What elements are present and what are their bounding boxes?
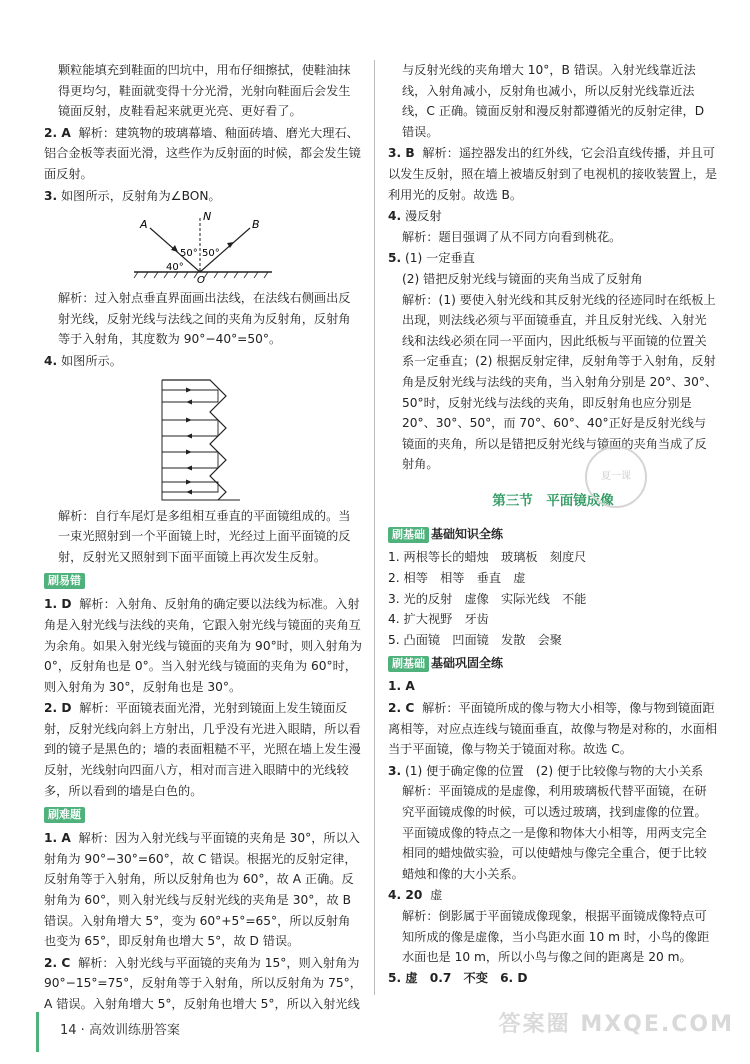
answer-text: 解析：因为入射光线与平面镜的夹角是 30°，所以入射角为 90°−30°=60°，故 C 错误。根据光的反射定律，反射角等于入射角，所以反射角也为 60°，故 A 正确。反射角为 60°，则入射光线与反射光线的夹角是 30°，故 B 错误。入射角增大 5°，变为 60°+5°=65°，所以反射角也变为 65°，即反射角也增大 5°，故 D 错误。 (44, 831, 360, 949)
label-n: N (203, 212, 212, 224)
answer-item (388, 206, 718, 227)
label-o: O (197, 275, 205, 285)
answer-number: 2. A (44, 125, 71, 140)
tag-yicuo: 刷易错 (44, 573, 85, 589)
answer-analysis: 解析：自行车尾灯是多组相互垂直的平面镜组成的。当一束光照射到一个平面镜上时，光经过上面平面镜的反射，反射光又照射到下面平面镜上再次发生反射。 (58, 508, 351, 564)
answer-text: 解析：平面镜表面光滑，光射到镜面上发生镜面反射，反射光线向斜上方射出，几乎没有光进入眼睛，所以看到的镜子是黑色的；墙的表面粗糙不平，光照在墙上发生漫反射，光线射向四面八方，相对而言进入眼睛中的光线较多，所以看到的墙是白色的。 (44, 701, 361, 798)
answer-text: 虚 (430, 888, 443, 903)
answer-item (44, 953, 362, 1015)
answer-text: 漫反射 (405, 209, 442, 224)
list-item: 2. 相等 相等 垂直 虚 (388, 571, 526, 586)
answer-analysis: 解析：(1) 要使入射光线和其反射光线的径迹同时在纸板上出现，则法线必须与平面镜垂直，并且反射光线、入射光线和法线必须在同一平面内，因此纸板与平面镜的位置关系一定垂直；(2) 根据反射定律，反射角等于入射角，反射角是反射光线与法线的夹角，当入射角分别是 20°、30°、50°时，反射光线与法线的夹角，即反射角也应分别是 20°、30°、50°，而 70°、60°、40°正好是反射光线与镜面的夹角，所以是错把反射光线与镜面的夹角当成了反射角。 (402, 292, 718, 472)
answer-item (44, 828, 362, 952)
answer-text: 如图所示，反射角为∠BON。 (61, 188, 221, 203)
answer-number: 2. D (44, 701, 72, 716)
answer-analysis: 解析：题目强调了从不同方向看到桃花。 (402, 229, 622, 244)
answer-number: 1. D (44, 597, 72, 612)
answer-paragraph: 与反射光线的夹角增大 10°，B 错误。入射光线靠近法线，入射角减小，反射角也减小，所以反射光线靠近法线，C 正确。镜面反射和漫反射都遵循光的反射定律，D 错误。 (402, 63, 705, 139)
tag-title: 基础巩固全练 (431, 656, 504, 671)
answer-number: 4. 20 (388, 888, 423, 903)
list-item: 1. A (388, 679, 415, 694)
answer-item (44, 123, 362, 185)
list-item: 4. 扩大视野 牙齿 (388, 612, 489, 627)
answer-number: 3. (44, 188, 58, 203)
tag-nanti: 刷难题 (44, 807, 85, 823)
answer-number: 3. (388, 763, 402, 778)
answer-text: 如图所示。 (61, 353, 122, 368)
column-divider (374, 60, 375, 995)
answer-number: 4. (44, 353, 58, 368)
page-edge-bar (36, 1012, 39, 1052)
answer-number: 4. (388, 209, 402, 224)
list-item: 3. 光的反射 虚像 实际光线 不能 (388, 591, 587, 606)
stamp-seal: 夏一课 (585, 446, 647, 508)
answer-item (44, 594, 362, 697)
tag-row (44, 801, 362, 827)
reflection-diagram (128, 212, 278, 284)
angle-reflected: 50° (202, 248, 220, 260)
answer-text: (1) 便于确定像的位置 (2) 便于比较像与物的大小关系 (405, 763, 704, 778)
right-column (388, 60, 718, 988)
incident-arrow (171, 245, 178, 252)
tag-row (388, 521, 718, 547)
list-item: 1. 两根等长的蜡烛 玻璃板 刻度尺 (388, 550, 587, 565)
list-item: 6. D (500, 970, 528, 985)
answer-number: 1. A (44, 831, 71, 846)
angle-incident: 50° (180, 248, 198, 260)
list-item: 5. 虚 0.7 不变 (388, 970, 501, 985)
answer-text: 解析：入射角、反射角的确定要以法线为标准。入射角是入射光线与法线的夹角，它跟入射光线与镜面的夹角互为余角。如果入射光线与镜面的夹角为 90°时，则入射角为 0°，反射角也是 0°。当入射光线与镜面的夹角为 60°时，则入射角为 30°，反射角也是 30°。 (44, 597, 362, 694)
tag-row (388, 650, 718, 676)
tag-jichu: 刷基础 (388, 527, 429, 543)
left-column (44, 60, 362, 1015)
list-item: 5. 凸面镜 凹面镜 发散 会聚 (388, 632, 562, 647)
answer-paragraph: 颗粒能填充到鞋面的凹坑中，用布仔细擦拭，使鞋油抹得更均匀，鞋面就变得十分光滑，光射向鞋面后会发生镜面反射，皮鞋看起来就更光亮、更好看了。 (58, 63, 351, 119)
answer-item (388, 248, 718, 269)
answer-text: (2) 错把反射光线与镜面的夹角当成了反射角 (402, 271, 643, 286)
answer-analysis: 解析：过入射点垂直界面画出法线，在法线右侧画出反射光线，反射光线与法线之间的夹角为反射角，反射角等于入射角，其度数为 90°−40°=50°。 (58, 291, 351, 347)
answer-item (388, 143, 718, 205)
answer-text: 解析：平面镜所成的像与物大小相等，像与物到镜面距离相等，对应点连线与镜面垂直，故像与物是对称的，水面相当于平面镜，像与物关于镜面对称。故选 C。 (388, 701, 718, 757)
answer-item (388, 698, 718, 760)
label-a: A (140, 218, 148, 232)
answer-number: 2. C (388, 701, 415, 716)
light-rays (162, 390, 218, 492)
label-b: B (252, 218, 260, 232)
answer-item (388, 761, 718, 782)
answer-text: 解析：建筑物的玻璃幕墙、釉面砖墙、磨光大理石、铝合金板等表面光滑，这些作为反射面的时候，都会发生镜面反射。 (44, 125, 361, 181)
answer-analysis: 解析：倒影属于平面镜成像现象，根据平面镜成像特点可知所成的像是虚像，当小鸟距水面 10 m 时，小鸟的像距水面也是 10 m，所以小鸟与像之间的距离是 20 m。 (402, 908, 710, 965)
answer-text: (1) 一定垂直 (405, 251, 475, 266)
answer-number: 2. C (44, 955, 71, 970)
watermark: 答案圈 MXQE.COM (498, 1012, 734, 1037)
answer-text: 解析：入射光线与平面镜的夹角为 15°，则入射角为 90°−15°=75°，反射角等于入射角，所以反射角为 75°，A 错误。入射角增大 5°，反射角也增大 5°，所以入射光线 (44, 955, 362, 1011)
answer-item (44, 186, 362, 207)
answer-analysis: 解析：平面镜成的是虚像，利用玻璃板代替平面镜，在研究平面镜成像的时候，可以透过玻璃，找到虚像的位置。平面镜成像的特点之一是像和物体大小相等，用两支完全相同的蜡烛做实验，可以使蜡烛与像完全重合，便于比较蜡烛和像的大小关系。 (402, 784, 707, 881)
angle-mirror: 40° (166, 262, 184, 274)
answer-item (388, 968, 718, 989)
bike-reflector-diagram (158, 378, 248, 502)
answer-number: 5. (388, 251, 402, 266)
tag-title: 基础知识全练 (431, 527, 504, 542)
section-title: 第三节 平面镜成像 (492, 492, 614, 509)
answer-item (44, 351, 362, 372)
tag-gonggu: 刷基础 (388, 656, 429, 672)
page-footer: 14 · 高效训练册答案 (60, 1023, 180, 1038)
answer-number: 3. B (388, 146, 415, 161)
answer-item (44, 698, 362, 801)
tag-row (44, 567, 362, 593)
answer-item (388, 885, 718, 906)
answer-text: 解析：遥控器发出的红外线，它会沿直线传播，并且可以发生反射，照在墙上被墙反射到了电视机的接收装置上，是利用光的反射。故选 B。 (388, 146, 718, 202)
